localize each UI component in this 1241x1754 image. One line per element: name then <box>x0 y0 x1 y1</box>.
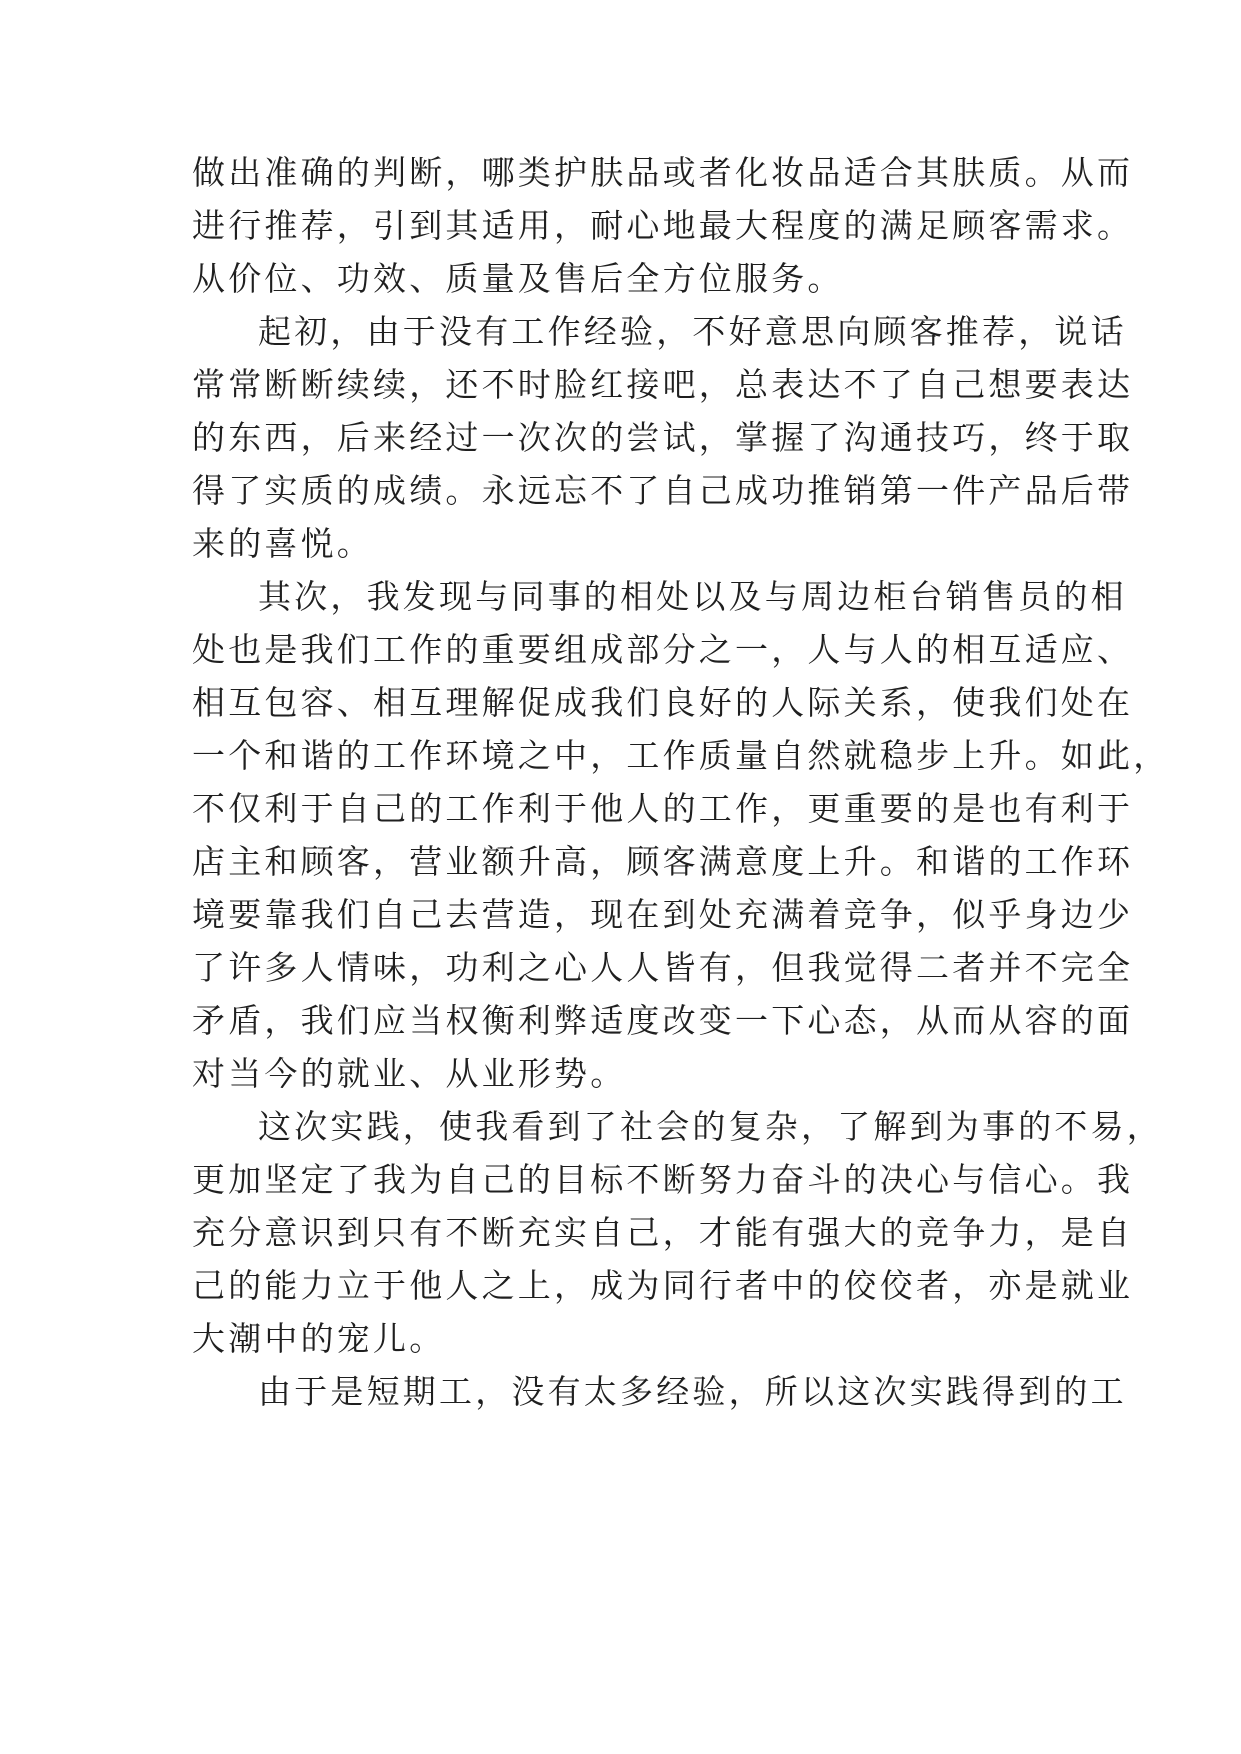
text-line: 一个和谐的工作环境之中，工作质量自然就稳步上升。如此， <box>192 736 1170 775</box>
paragraph-start-line: 其次，我发现与同事的相处以及与周边柜台销售员的相 <box>258 577 1127 616</box>
text-line: 处也是我们工作的重要组成部分之一，人与人的相互适应、 <box>192 630 1134 669</box>
text-line: 不仅利于自己的工作利于他人的工作，更重要的是也有利于 <box>192 789 1134 828</box>
text-line: 大潮中的宠儿。 <box>192 1319 446 1358</box>
text-line: 常常断断续续，还不时脸红接吧，总表达不了自己想要表达 <box>192 365 1134 404</box>
text-line: 进行推荐，引到其适用，耐心地最大程度的满足顾客需求。 <box>192 206 1134 245</box>
paragraph-start-line: 起初，由于没有工作经验，不好意思向顾客推荐，说话 <box>258 312 1127 351</box>
paragraph-start-line: 由于是短期工，没有太多经验，所以这次实践得到的工 <box>258 1372 1127 1411</box>
text-line: 更加坚定了我为自己的目标不断努力奋斗的决心与信心。我 <box>192 1160 1134 1199</box>
text-line: 从价位、功效、质量及售后全方位服务。 <box>192 259 844 298</box>
text-line: 做出准确的判断，哪类护肤品或者化妆品适合其肤质。从而 <box>192 153 1134 192</box>
text-line: 来的喜悦。 <box>192 524 373 563</box>
text-line: 店主和顾客，营业额升高，顾客满意度上升。和谐的工作环 <box>192 842 1134 881</box>
text-line: 得了实质的成绩。永远忘不了自己成功推销第一件产品后带 <box>192 471 1134 510</box>
text-line: 相互包容、相互理解促成我们良好的人际关系，使我们处在 <box>192 683 1134 722</box>
text-line: 境要靠我们自己去营造，现在到处充满着竞争，似乎身边少 <box>192 895 1134 934</box>
text-line: 己的能力立于他人之上，成为同行者中的佼佼者，亦是就业 <box>192 1266 1134 1305</box>
text-line: 了许多人情味，功利之心人人皆有，但我觉得二者并不完全 <box>192 948 1134 987</box>
text-line: 矛盾，我们应当权衡利弊适度改变一下心态，从而从容的面 <box>192 1001 1134 1040</box>
text-line: 对当今的就业、从业形势。 <box>192 1054 627 1093</box>
paragraph-start-line: 这次实践，使我看到了社会的复杂，了解到为事的不易， <box>258 1107 1163 1146</box>
text-line: 的东西，后来经过一次次的尝试，掌握了沟通技巧，终于取 <box>192 418 1134 457</box>
text-line: 充分意识到只有不断充实自己，才能有强大的竞争力，是自 <box>192 1213 1134 1252</box>
